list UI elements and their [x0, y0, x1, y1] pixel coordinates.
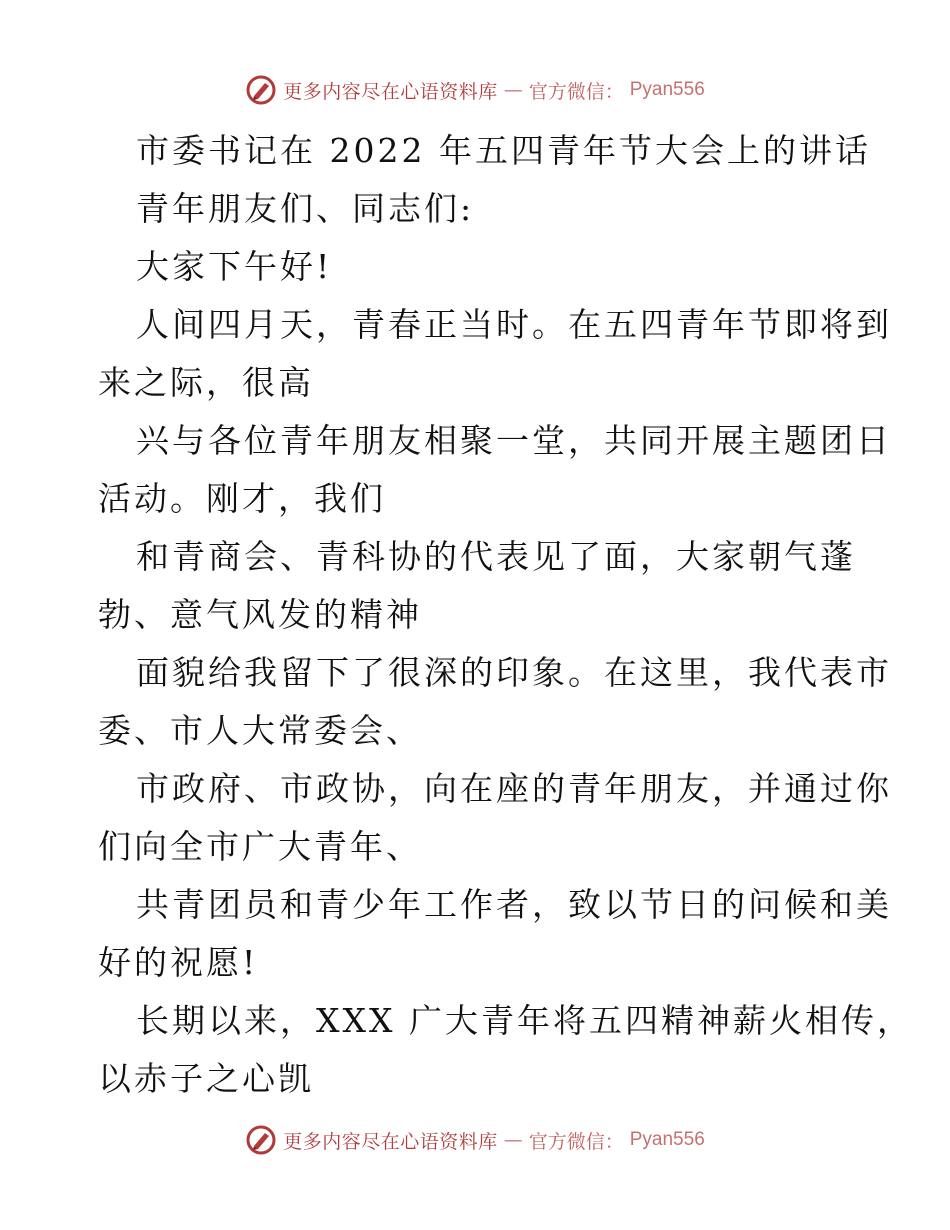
paragraph-line: 以赤子之心凯 — [98, 1059, 314, 1098]
watermark-wechat-id: Pyan556 — [629, 1129, 705, 1150]
paragraph-line: 们向全市广大青年、 — [98, 827, 422, 866]
paragraph-line: 兴与各位青年朋友相聚一堂，共同开展主题团日 — [136, 421, 892, 460]
paragraph-line: 面貌给我留下了很深的印象。在这里，我代表市 — [136, 653, 892, 692]
paragraph-line: 人间四月天，青春正当时。在五四青年节即将到 — [136, 305, 892, 344]
paragraph-line: 活动。刚才，我们 — [98, 479, 386, 518]
watermark-separator: — — [503, 79, 523, 101]
watermark-wechat-id: Pyan556 — [629, 79, 705, 100]
document-body — [98, 122, 913, 1108]
paragraph-line: 市政府、市政协，向在座的青年朋友，并通过你 — [136, 769, 892, 808]
watermark-official-label: 官方微信： — [528, 1130, 624, 1153]
paragraph-line: 委、市人大常委会、 — [98, 711, 422, 750]
watermark-separator: — — [503, 1129, 523, 1151]
paragraph-line: 来之际，很高 — [98, 363, 314, 402]
document-title: 市委书记在 2022 年五四青年节大会上的讲话 — [136, 131, 871, 170]
greeting-line: 大家下午好! — [136, 247, 333, 286]
paragraph-line: 长期以来，XXX 广大青年将五四精神薪火相传， — [136, 1001, 913, 1040]
watermark-brand-text: 更多内容尽在心语资料库 — [283, 80, 498, 103]
pen-logo-icon — [245, 1124, 277, 1156]
footer-watermark — [0, 1120, 950, 1160]
paragraph-line: 和青商会、青科协的代表见了面，大家朝气蓬 — [136, 537, 856, 576]
paragraph-line: 勃、意气风发的精神 — [98, 595, 422, 634]
greeting-line: 青年朋友们、同志们: — [136, 189, 475, 228]
watermark-brand-text: 更多内容尽在心语资料库 — [283, 1130, 498, 1153]
pen-logo-icon — [245, 74, 277, 106]
watermark-official-label: 官方微信： — [528, 80, 624, 103]
paragraph-line: 共青团员和青少年工作者，致以节日的问候和美 — [136, 885, 892, 924]
header-watermark — [0, 70, 950, 110]
paragraph-line: 好的祝愿! — [98, 943, 259, 982]
